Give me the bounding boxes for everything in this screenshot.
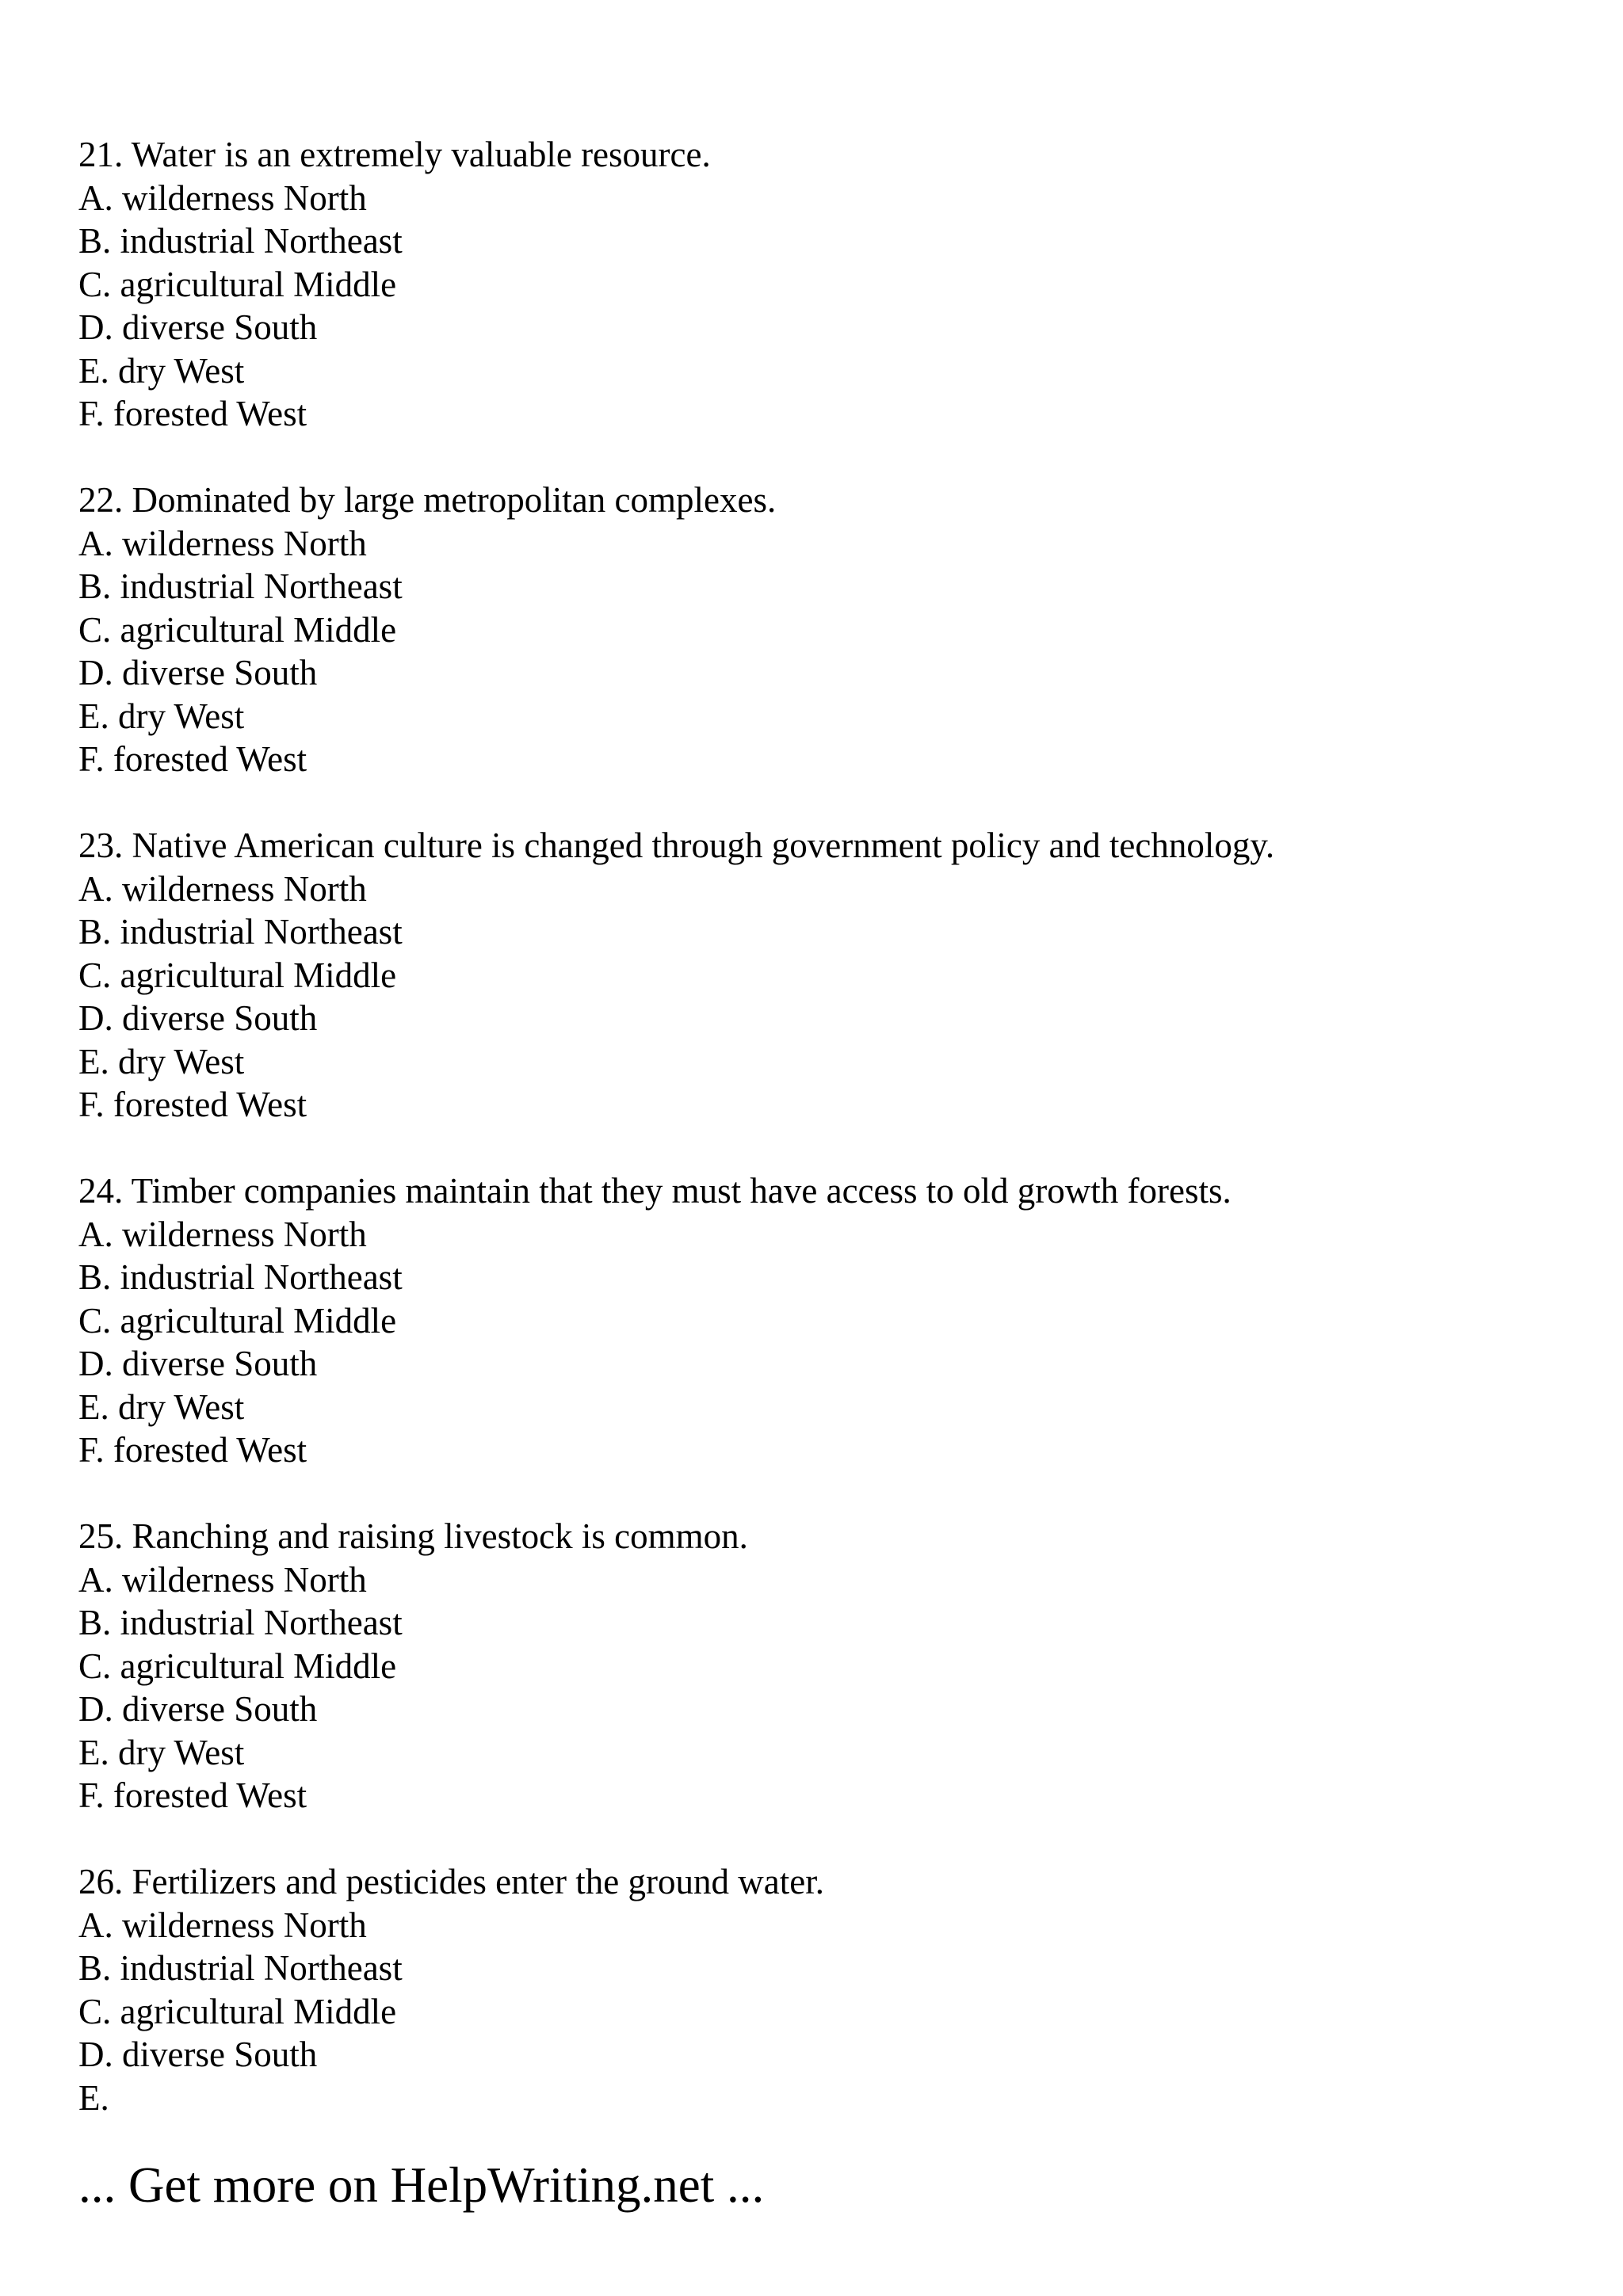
answer-option: A. wilderness North [78,1905,367,1945]
answer-option: E. dry West [78,1732,245,1772]
question-26 [78,1860,1584,2119]
answer-option: D. diverse South [78,2035,318,2074]
answer-option: E. dry West [78,350,245,391]
answer-option: C. agricultural Middle [78,1300,397,1341]
question-prompt: 25. Ranching and raising livestock is common. [78,1516,748,1556]
question-21 [78,133,1584,436]
question-prompt: 23. Native American culture is changed through government policy and technology. [78,826,1275,865]
answer-option: C. agricultural Middle [78,264,397,304]
question-prompt: 22. Dominated by large metropolitan complexes. [78,480,777,520]
answer-option: E. dry West [78,696,245,736]
answer-option: E. dry West [78,1386,245,1427]
answer-option: D. diverse South [78,1689,318,1729]
answer-option: B. industrial Northeast [78,912,403,952]
answer-option: F. forested West [78,1430,307,1470]
answer-option: B. industrial Northeast [78,1257,403,1297]
answer-option: E. [78,2077,109,2118]
answer-option: D. diverse South [78,307,318,347]
answer-option: B. industrial Northeast [78,221,403,261]
answer-option: C. agricultural Middle [78,955,397,995]
answer-option: D. diverse South [78,653,318,692]
question-prompt: 24. Timber companies maintain that they must have access to old growth forests. [78,1171,1232,1211]
answer-option: A. wilderness North [78,177,367,218]
question-24 [78,1169,1584,1472]
answer-option: F. forested West [78,739,307,779]
answer-option: F. forested West [78,1085,307,1124]
answer-option: F. forested West [78,1775,307,1815]
question-22 [78,479,1584,781]
answer-option: A. wilderness North [78,523,367,563]
answer-option: B. industrial Northeast [78,1948,403,1988]
question-list [78,133,1584,2163]
answer-option: A. wilderness North [78,1559,367,1600]
footer-promo-text: ... Get more on HelpWriting.net ... [78,2157,765,2213]
question-25 [78,1515,1584,1817]
answer-option: B. industrial Northeast [78,566,403,606]
answer-option: E. dry West [78,1041,245,1081]
answer-option: C. agricultural Middle [78,609,397,650]
question-prompt: 21. Water is an extremely valuable resource. [78,135,711,174]
answer-option: B. industrial Northeast [78,1603,403,1642]
answer-option: C. agricultural Middle [78,1991,397,2031]
answer-option: A. wilderness North [78,1214,367,1254]
answer-option: A. wilderness North [78,868,367,909]
question-prompt: 26. Fertilizers and pesticides enter the ground water. [78,1862,824,1901]
answer-option: D. diverse South [78,998,318,1038]
answer-option: D. diverse South [78,1344,318,1383]
answer-option: C. agricultural Middle [78,1646,397,1686]
answer-option: F. forested West [78,394,307,433]
question-23 [78,824,1584,1127]
